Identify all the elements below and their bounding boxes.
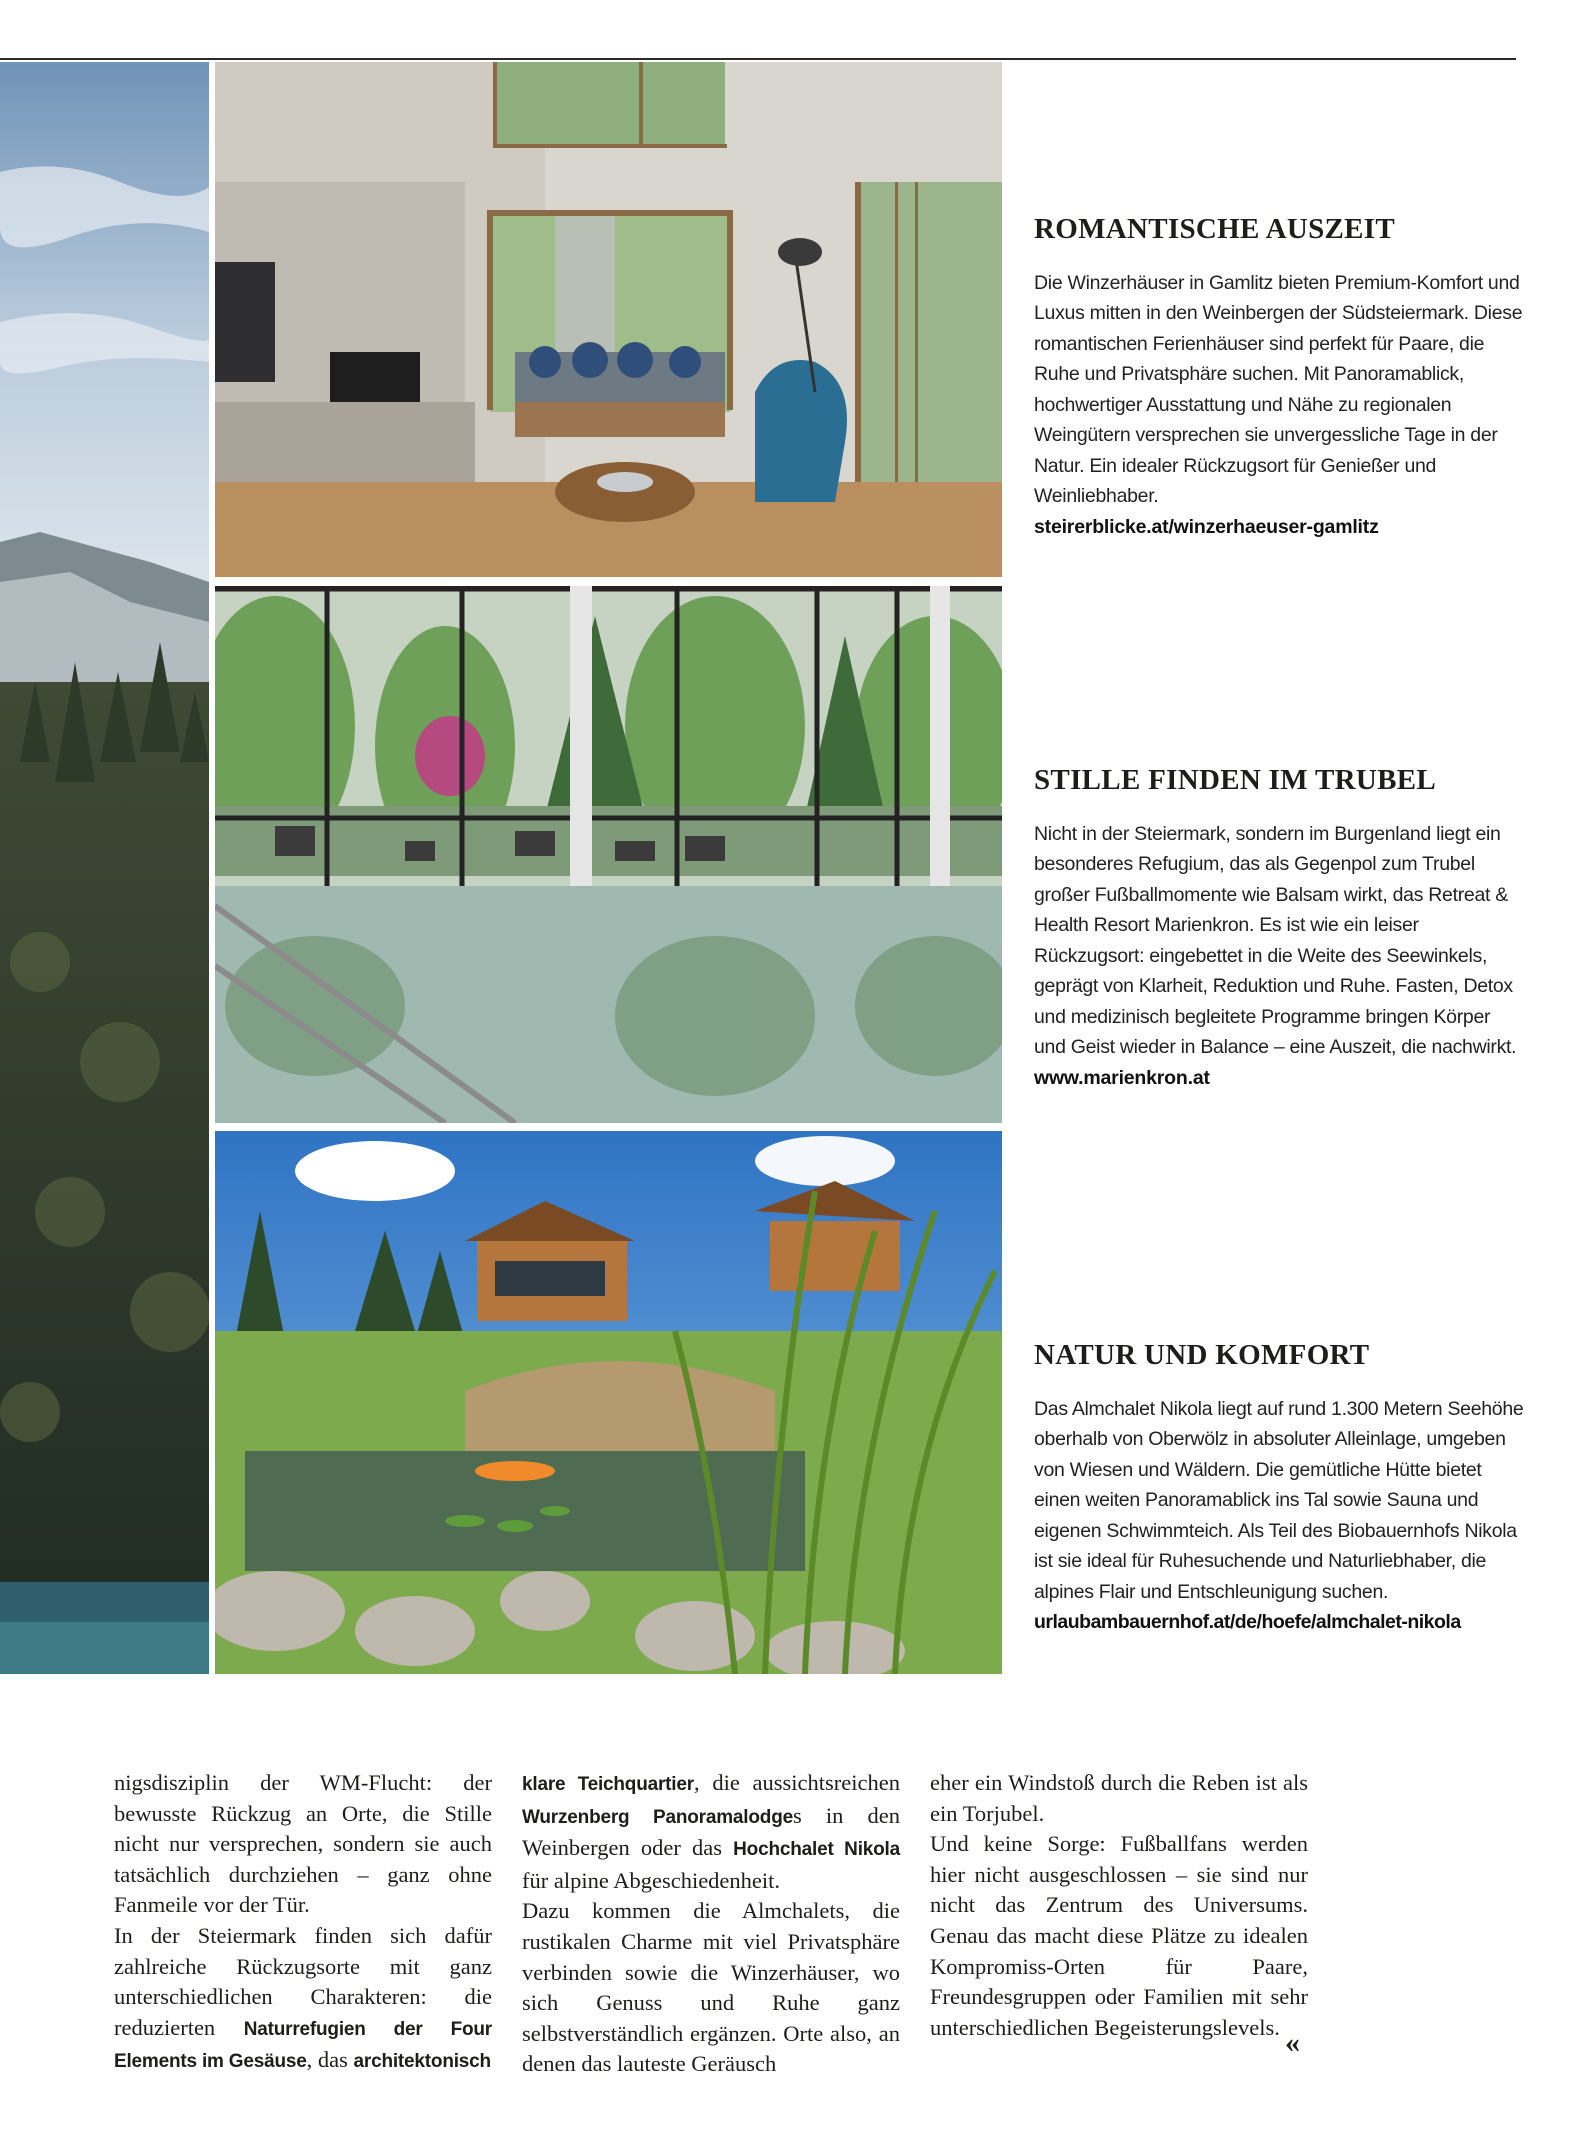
article-column-3 <box>930 1768 1308 2043</box>
section-link[interactable]: urlaubambauernhof.at/de/hoefe/almchalet-nikola <box>1034 1611 1461 1634</box>
section-heading: ROMANTISCHE AUSZEIT <box>1034 213 1396 245</box>
paragraph: eher ein Windstoß durch die Reben ist als ein Torjubel. <box>930 1770 1308 1826</box>
indoor-pool-photo <box>215 586 1002 1123</box>
paragraph: nigsdisziplin der WM-Flucht: der bewusste Rückzug an Orte, die Stille nicht nur versprechen, sondern sie auch tatsächlich durchziehen – ganz ohne Fanmeile vor der Tür. <box>114 1770 492 1918</box>
section-body: Die Winzerhäuser in Gamlitz bieten Premium-Komfort und Luxus mitten in den Weinbergen der Südsteiermark. Diese romantischen Ferienhäuser sind perfekt für Paare, die Ruhe und Privatsphäre suchen. Mit Panoramablick, hochwertiger Ausstattung und Nähe zu regionalen Weingütern versprechen sie unvergessliche Tage in der Natur. Ein idealer Rückzugsort für Genießer und Weinliebhaber. <box>1034 271 1523 508</box>
section-heading: STILLE FINDEN IM TRUBEL <box>1034 764 1436 796</box>
text-run: s in den Weinbergen oder das <box>522 1802 900 1861</box>
text-run: In der Steiermark finden sich dafür zahlreiche Rückzugsorte mit ganz unterschiedlichen Charakteren: die reduzierten <box>114 1922 492 2040</box>
bold-run: Naturrefugien der Four Elements im Gesäuse <box>114 2018 492 2073</box>
text-run: , das <box>306 2047 354 2073</box>
section-body: Nicht in der Steiermark, sondern im Burgenland liegt ein besonderes Refugium, das als Gegenpol zum Trubel großer Fußballmomente wie Balsam wirkt, das Retreat & Health Resort Marienkron. Es ist wie ein leiser Rückzugsort: eingebettet in die Weite des Seewinkels, geprägt von Klarheit, Reduktion und Ruhe. Fasten, Detox und medizinisch begleitete Programme bringen Körper und Geist wieder in Balance – eine Auszeit, die nachwirkt. <box>1034 822 1517 1059</box>
bold-run: klare Teichquartier <box>522 1774 694 1795</box>
paragraph: Dazu kommen die Almchalets, die rustikalen Charme mit viel Privatsphäre verbinden sowie die Winzerhäuser, wo sich Genuss und Ruhe ganz selbstverständlich ergänzen. Orte also, an denen das lauteste Geräusch <box>522 1898 900 2077</box>
text-run: für alpine Abgeschiedenheit. <box>522 1867 781 1893</box>
section-body: Das Almchalet Nikola liegt auf rund 1.300 Metern Seehöhe oberhalb von Oberwölz in absoluter Alleinlage, umgeben von Wiesen und Wäldern. Die gemütliche Hütte bietet einen weiten Panoramablick ins Tal sowie Sauna und eigenen Schwimmteich. Als Teil des Biobauernhofs Nikola ist sie ideal für Ruhesuchende und Naturliebhaber, die alpines Flair und Entschleunigung suchen. <box>1034 1397 1524 1603</box>
chalet-pond-photo <box>215 1131 1002 1674</box>
section-heading: NATUR UND KOMFORT <box>1034 1339 1370 1371</box>
interior-living-room-photo <box>215 62 1002 577</box>
paragraph <box>114 1921 492 2078</box>
paragraph: Und keine Sorge: Fußballfans werden hier nicht ausgeschlossen – sie sind nur nicht das Zentrum des Universums. Genau das macht diese Plätze zu idealen Kompromiss-Orten für Paare, Freundesgruppen oder Familien mit sehr unterschiedlichen Begeisterungslevels. <box>930 1831 1308 2040</box>
article-column-1 <box>114 1768 492 2078</box>
sidebar-section-stille-finden <box>1034 765 1524 1093</box>
section-link[interactable]: www.marienkron.at <box>1034 1066 1210 1089</box>
article-end-mark: « <box>1285 2026 1300 2059</box>
article-column-2 <box>522 1768 900 2080</box>
paragraph <box>522 1768 900 1896</box>
bold-run: Wurzenberg Panoramalodge <box>522 1806 793 1828</box>
landscape-photo-strip <box>0 62 209 1674</box>
bold-run: architektonisch <box>353 2051 491 2073</box>
sidebar-section-natur-und-komfort <box>1034 1340 1529 1638</box>
bold-run: Hochchalet Nikola <box>733 1839 900 1861</box>
text-run: , die aussichtsreichen <box>693 1770 900 1795</box>
top-rule <box>0 58 1516 60</box>
section-link[interactable]: steirerblicke.at/winzerhaeuser-gamlitz <box>1034 515 1379 538</box>
sidebar-section-romantische-auszeit <box>1034 214 1524 542</box>
